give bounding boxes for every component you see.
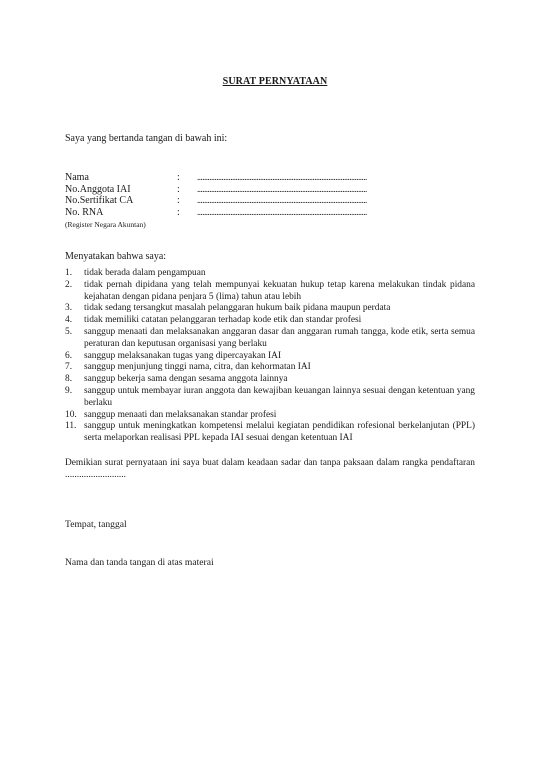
list-item xyxy=(65,362,475,374)
statement-list xyxy=(65,268,475,445)
list-item xyxy=(65,268,475,280)
list-number: 3. xyxy=(65,303,73,314)
signature-line: Nama dan tanda tangan di atas materai xyxy=(65,557,214,568)
list-item xyxy=(65,410,475,422)
field-blank: ................................................................................................. xyxy=(197,183,367,194)
field-colon: : xyxy=(177,172,180,183)
list-text: sanggup bekerja sama dengan sesama anggota lainnya xyxy=(84,374,288,385)
field-label: No.Sertifikat CA xyxy=(65,195,134,207)
list-number: 5. xyxy=(65,326,73,337)
list-text: tidak berada dalam pengampuan xyxy=(84,268,206,278)
field-row-anggota xyxy=(65,184,475,196)
field-colon: : xyxy=(177,195,180,207)
list-item xyxy=(65,280,475,304)
list-text: sanggup menaati dan melaksanakan standar profesi xyxy=(84,409,277,420)
field-label: No. RNA xyxy=(65,207,104,219)
field-blank: ................................................................................................. xyxy=(197,195,367,206)
list-item xyxy=(65,327,475,351)
list-number: 8. xyxy=(65,374,73,385)
list-number: 7. xyxy=(65,362,73,373)
list-text: sanggup untuk membayar iuran anggota dan kewajiban keuangan lainnya sesuai dengan ketentuan yang berlaku xyxy=(84,385,475,408)
field-label: Nama xyxy=(65,172,89,183)
intro-text: Saya yang bertanda tangan di bawah ini: xyxy=(65,133,228,144)
list-number: 10. xyxy=(65,409,77,420)
field-blank: ................................................................................................. xyxy=(197,172,367,182)
list-text: sanggup menjunjung tinggi nama, citra, dan kehormatan IAI xyxy=(84,362,311,373)
declaration-heading: Menyatakan bahwa saya: xyxy=(65,251,167,262)
list-text: sanggup untuk meningkatkan kompetensi melalui kegiatan pendidikan rofesional berkelanjutan (PPL) serta melaporkan realisasi PPL kepada IAI sesuai dengan ketentuan IAI xyxy=(84,421,475,444)
identity-fields xyxy=(65,172,475,231)
list-item xyxy=(65,351,475,363)
list-number: 9. xyxy=(65,385,73,396)
rna-note: (Register Negara Akuntan) xyxy=(65,219,146,229)
list-item xyxy=(65,303,475,315)
list-number: 11. xyxy=(65,421,77,432)
field-colon: : xyxy=(177,207,180,219)
field-label: No.Anggota IAI xyxy=(65,183,131,195)
place-date-line: Tempat, tanggal xyxy=(65,519,127,530)
list-number: 1. xyxy=(65,268,73,278)
list-text: tidak memiliki catatan pelanggaran terhadap kode etik dan standar profesi xyxy=(84,315,362,326)
list-number: 2. xyxy=(65,279,73,290)
field-row-sertifikat xyxy=(65,195,475,207)
list-item xyxy=(65,374,475,386)
closing-paragraph: Demikian surat pernyataan ini saya buat dalam keadaan sadar dan tanpa paksaan dalam rangka pendaftaran .......................... xyxy=(65,458,475,480)
list-text: tidak sedang tersangkut masalah pelanggaran hukum baik pidana maupun perdata xyxy=(84,303,391,314)
list-text: tidak pernah dipidana yang telah mempunyai kekuatan hukup tetap karena melakukan tindak pidana kejahatan dengan pidana penjara 5 (lima) tahun atau lebih xyxy=(84,279,475,302)
list-item xyxy=(65,421,475,445)
document-title: SURAT PERNYATAAN xyxy=(222,76,328,87)
list-number: 6. xyxy=(65,350,73,361)
list-text: sanggup melaksanakan tugas yang dipercayakan IAI xyxy=(84,350,282,361)
list-number: 4. xyxy=(65,315,73,326)
field-row-rna xyxy=(65,207,475,219)
field-blank: ................................................................................................. xyxy=(197,207,367,218)
field-colon: : xyxy=(177,183,180,195)
field-row-nama xyxy=(65,172,475,184)
list-item xyxy=(65,386,475,410)
list-text: sanggup menaati dan melaksanakan anggaran dasar dan anggaran rumah tangga, kode etik, serta semua peraturan dan keputusan organisasi yang berlaku xyxy=(84,326,475,349)
list-item xyxy=(65,315,475,327)
